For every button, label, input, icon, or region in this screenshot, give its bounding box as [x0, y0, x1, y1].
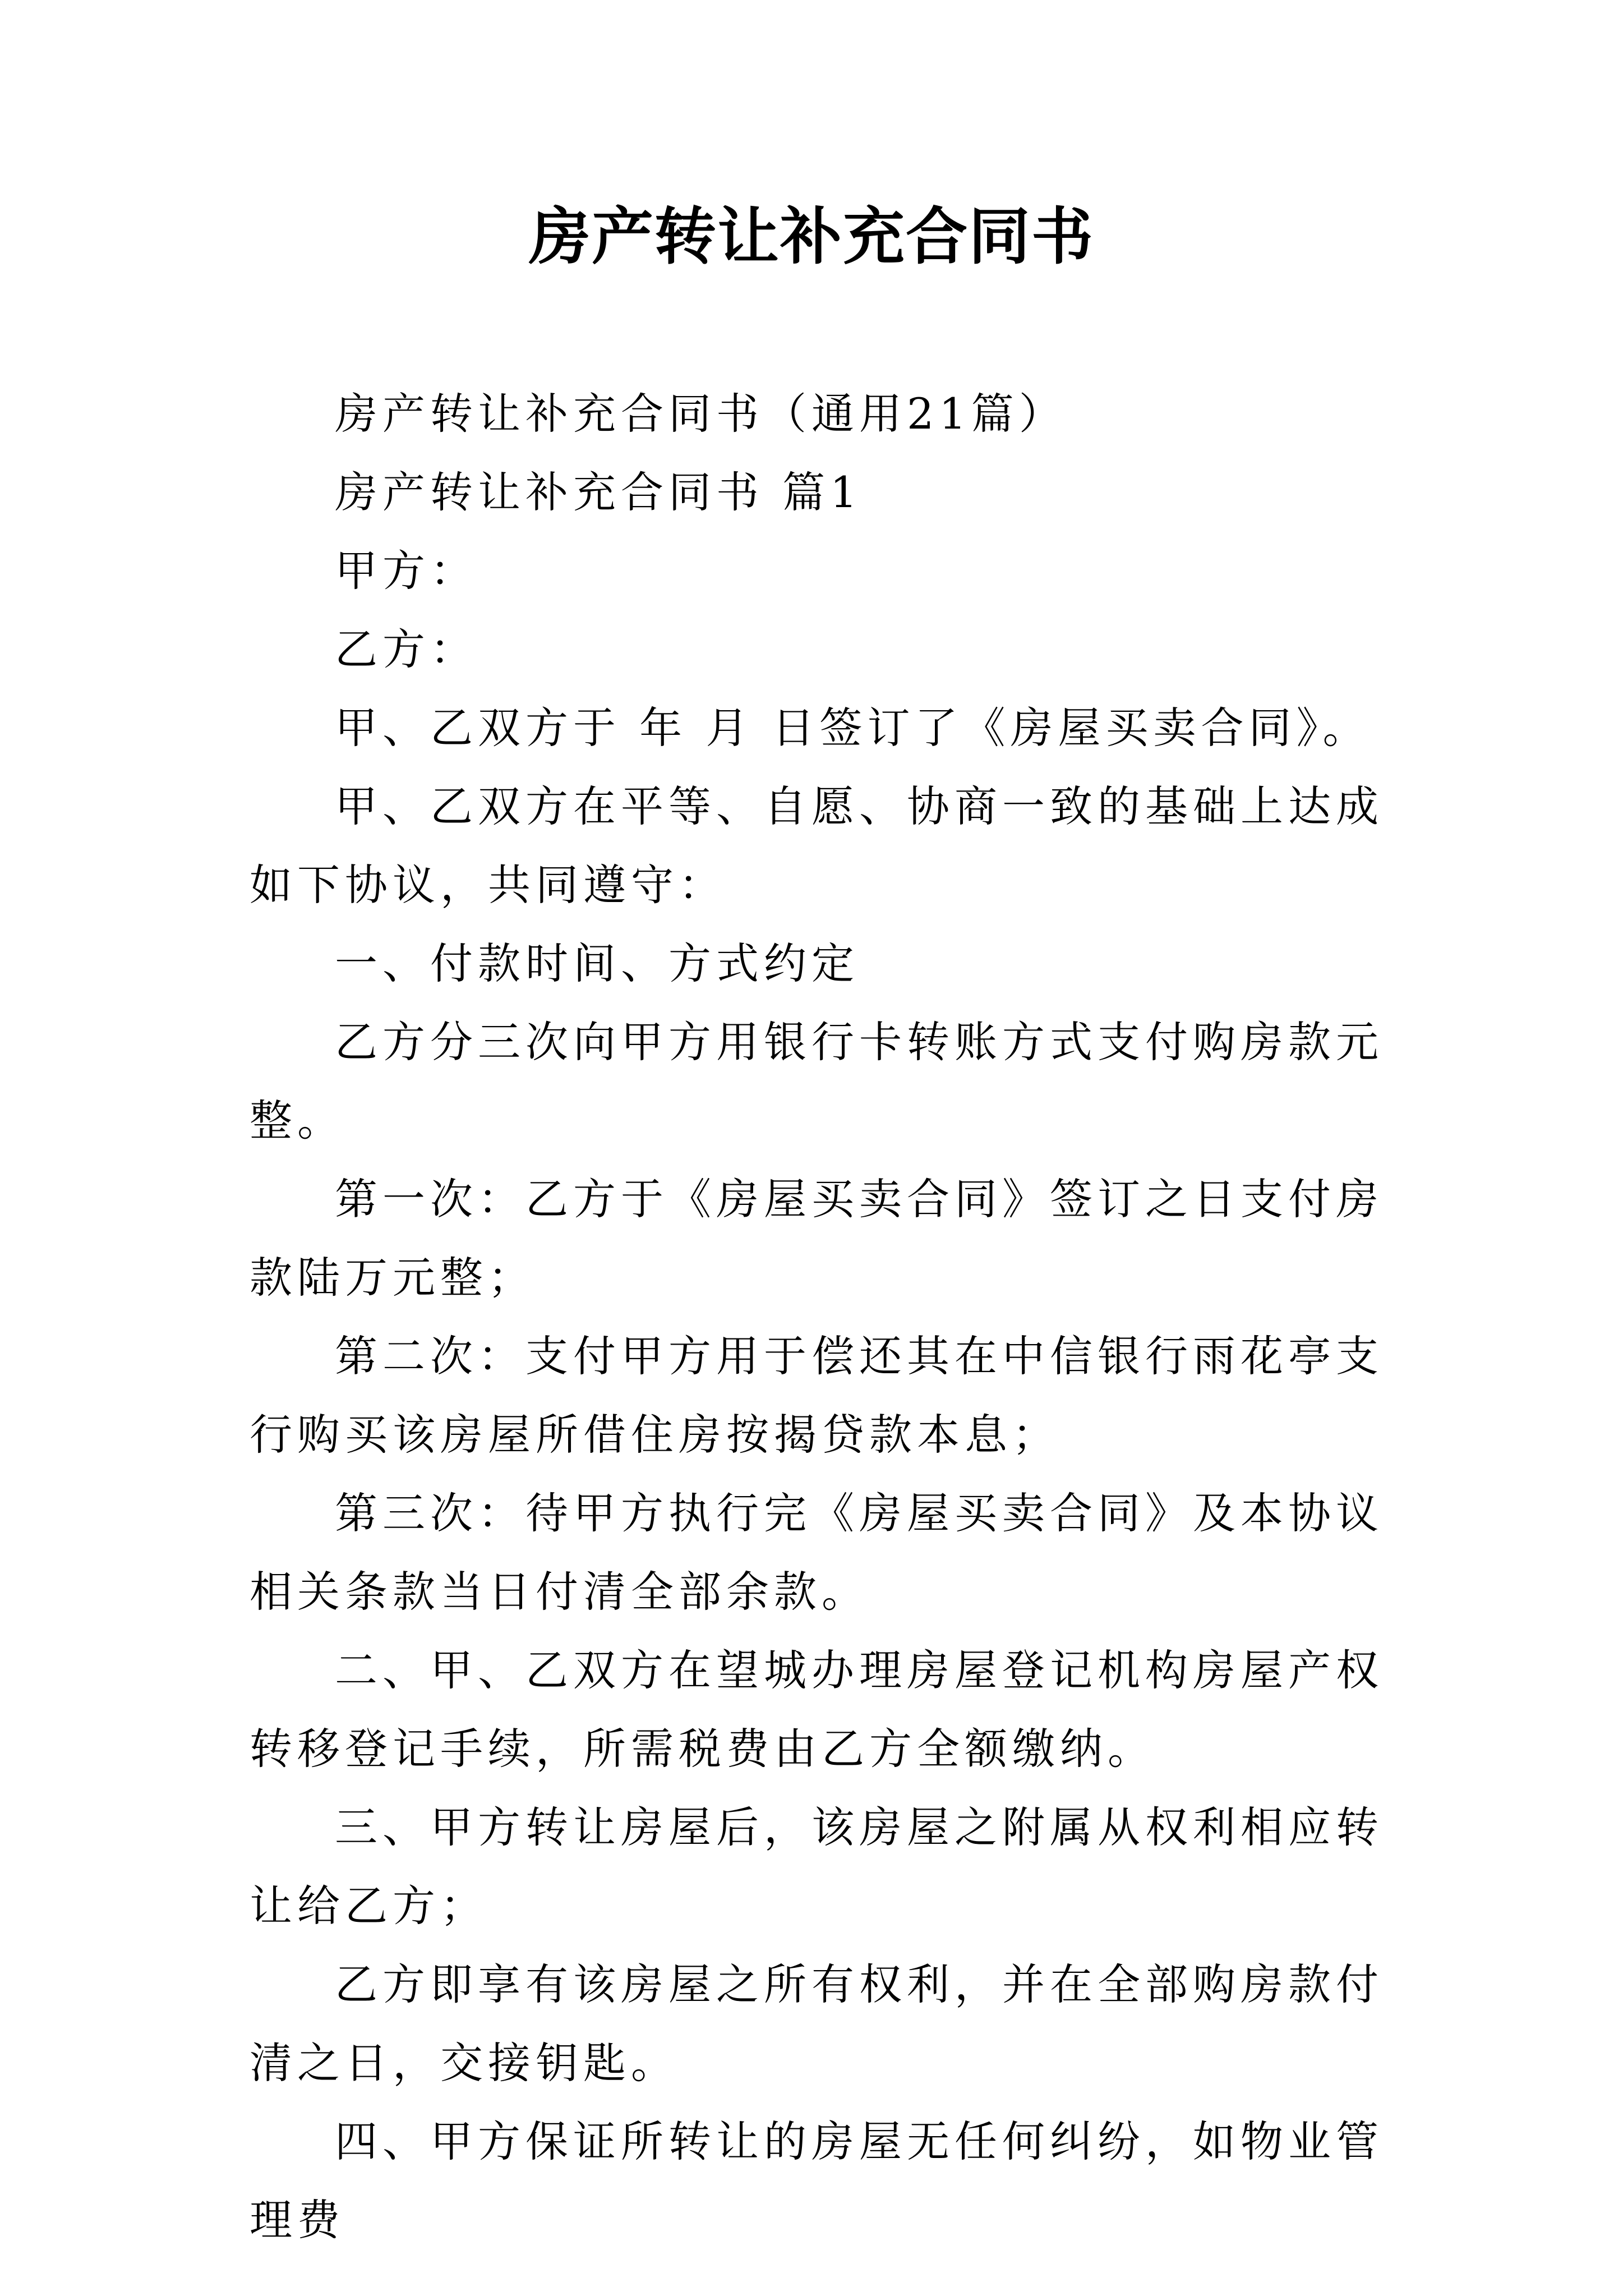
paragraph: 甲、乙双方于 年 月 日签订了《房屋买卖合同》。: [335, 703, 1371, 753]
paragraph: 四、甲方保证所转让的房屋无任何纠纷，如物业管理费: [250, 2116, 1384, 2245]
paragraph: 甲、乙双方在平等、自愿、协商一致的基础上达成如下协议，共同遵守：: [250, 781, 1384, 910]
paragraph: 第一次：乙方于《房屋买卖合同》签订之日支付房款陆万元整；: [250, 1174, 1384, 1303]
paragraph: 二、甲、乙双方在望城办理房屋登记机构房屋产权转移登记手续，所需税费由乙方全额缴纳。: [250, 1645, 1384, 1774]
paragraph: 第三次：待甲方执行完《房屋买卖合同》及本协议相关条款当日付清全部余款。: [250, 1488, 1384, 1617]
paragraph: 乙方分三次向甲方用银行卡转账方式支付购房款元整。: [250, 1017, 1384, 1145]
paragraph: 第二次：支付甲方用于偿还其在中信银行雨花亭支行购买该房屋所借住房按揭贷款本息；: [250, 1331, 1384, 1460]
paragraph: 乙方：: [335, 624, 478, 674]
paragraph: 房产转让补充合同书（通用21篇）: [335, 389, 1067, 439]
document-body: [250, 375, 1388, 2260]
paragraph: 房产转让补充合同书 篇1: [335, 467, 863, 517]
document-title: 房产转让补充合同书: [529, 201, 1094, 273]
paragraph: 三、甲方转让房屋后，该房屋之附属从权利相应转让给乙方；: [250, 1802, 1384, 1931]
paragraph: 乙方即享有该房屋之所有权利，并在全部购房款付清之日，交接钥匙。: [250, 1959, 1384, 2088]
paragraph: 甲方：: [335, 546, 478, 596]
paragraph: 一、付款时间、方式约定: [335, 938, 859, 988]
